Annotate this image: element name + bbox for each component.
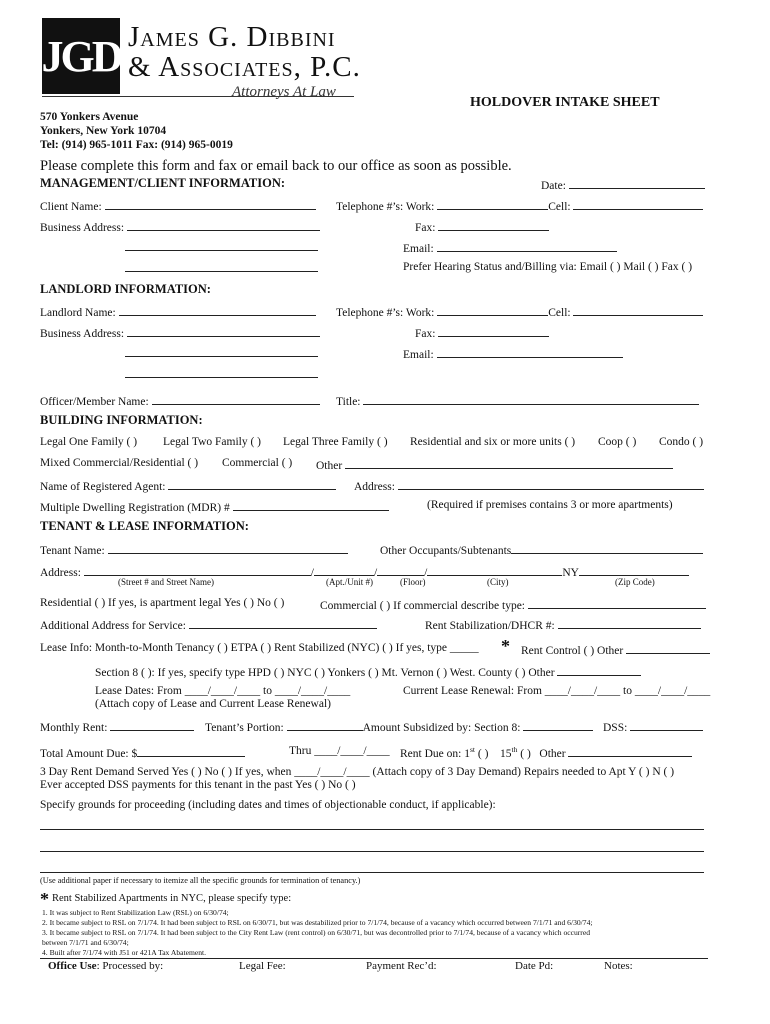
grounds-line-1[interactable] — [40, 829, 704, 830]
landlord-email-label: Email: — [403, 349, 434, 361]
building-heading: BUILDING INFORMATION: — [40, 413, 203, 427]
mgmt-business-address-field[interactable] — [40, 219, 320, 234]
rent-due-st: st — [469, 745, 476, 755]
landlord-email-field[interactable] — [403, 346, 623, 361]
prefer-hearing-status[interactable]: Prefer Hearing Status and/Billing via: Email ( ) Mail ( ) Fax ( ) — [403, 261, 693, 273]
section8-label: Section 8 ( ): If yes, specify type HPD ( ) NYC ( ) Yonkers ( ) Mt. Vernon ( ) West. County ( ) Other — [95, 667, 555, 679]
agent-address-field[interactable] — [354, 478, 704, 493]
building-type-commercial[interactable]: Commercial ( ) — [222, 457, 293, 469]
rent-due-field[interactable]: Rent Due on: 1st ( ) 15th ( ) Other — [400, 745, 692, 760]
office-use-row — [48, 960, 163, 972]
commercial-type-label: Commercial ( ) If commercial describe type: — [320, 600, 525, 612]
landlord-heading: LANDLORD INFORMATION: — [40, 282, 211, 296]
dhcr-label: Rent Stabilization/DHCR #: — [425, 620, 555, 632]
officer-name-field[interactable] — [40, 393, 320, 408]
officer-name-label: Officer/Member Name: — [40, 396, 149, 408]
legal-fee-label: Legal Fee: — [239, 960, 286, 972]
building-type-condo[interactable]: Condo ( ) — [659, 436, 704, 448]
dss-field[interactable] — [603, 719, 703, 734]
commercial-type-field[interactable] — [320, 597, 706, 612]
thru-date[interactable]: Thru ____/____/____ — [289, 745, 390, 757]
notes-label: Notes: — [604, 960, 633, 972]
landlord-business-address-field[interactable] — [40, 325, 320, 340]
management-heading: MANAGEMENT/CLIENT INFORMATION: — [40, 176, 286, 190]
tenant-name-field[interactable] — [40, 542, 348, 557]
sub-zip: (Zip Code) — [615, 577, 655, 587]
footnote-item-2: 2. It became subject to RSL on 7/1/74. It had been subject to RSL on 6/30/71, but was destabilized prior to 7/1/74, because of a vacancy which occurred between 7/1/71 and 6/30/74; — [42, 918, 593, 927]
firm-name-line1: James G. Dibbini — [128, 21, 336, 53]
grounds-label: Specify grounds for proceeding (including dates and times of objectionable conduct, if applicable): — [40, 799, 496, 811]
grounds-line-3[interactable] — [40, 872, 704, 873]
rent-due-15: 15 — [499, 748, 512, 760]
additional-address-field[interactable] — [40, 617, 377, 632]
additional-paper-note: (Use additional paper if necessary to itemize all the specific grounds for termination of tenancy.) — [40, 876, 361, 885]
page-title: HOLDOVER INTAKE SHEET — [470, 95, 660, 110]
attach-lease-note: (Attach copy of Lease and Current Lease Renewal) — [95, 698, 331, 710]
current-lease-renewal[interactable]: Current Lease Renewal: From ____/____/____ to ____/____/____ — [403, 685, 711, 697]
mdr-field[interactable] — [40, 499, 389, 514]
landlord-fax-label: Fax: — [415, 328, 436, 340]
officer-title-field[interactable] — [336, 393, 699, 408]
footnote-item-3b: between 7/1/71 and 6/30/74; — [42, 938, 129, 947]
payment-received-label: Payment Rec’d: — [366, 960, 437, 972]
tenant-address-label: Address: — [40, 567, 81, 579]
date-field[interactable] — [541, 177, 705, 192]
footnote-heading: Rent Stabilized Apartments in NYC, please specify type: — [52, 893, 292, 904]
building-type-two-family[interactable]: Legal Two Family ( ) — [163, 436, 261, 448]
mgmt-telephone-label: Telephone #’s: Work: — [336, 201, 435, 213]
mgmt-email-field[interactable] — [403, 240, 617, 255]
rent-control-label: Rent Control ( ) Other — [521, 645, 624, 657]
landlord-address-line3[interactable] — [125, 377, 318, 378]
date-paid-label: Date Pd: — [515, 960, 554, 972]
three-day-demand[interactable]: 3 Day Rent Demand Served Yes ( ) No ( ) If yes, when ____/____/____ (Attach copy of 3 Day Demand) Repairs needed to Apt Y ( ) N ( ) — [40, 766, 675, 778]
landlord-telephone-label: Telephone #’s: Work: — [336, 307, 435, 319]
mgmt-telephone-field[interactable] — [336, 198, 703, 213]
tenant-address-field[interactable]: Address: / / / NY — [40, 564, 689, 579]
footnote-star-marker: * — [501, 636, 510, 656]
sub-city: (City) — [487, 577, 509, 587]
landlord-telephone-field[interactable] — [336, 304, 703, 319]
sub-street: (Street # and Street Name) — [118, 577, 214, 587]
firm-name-line2: & Associates, P.C. — [128, 51, 361, 83]
other-occupants-field[interactable] — [380, 542, 703, 557]
firm-phone-fax: Tel: (914) 965-1011 Fax: (914) 965-0019 — [40, 139, 233, 151]
landlord-business-address-label: Business Address: — [40, 328, 125, 340]
dss-label: DSS: — [603, 722, 628, 734]
processed-by-label: : Processed by: — [96, 960, 164, 972]
mgmt-email-label: Email: — [403, 243, 434, 255]
subsidized-label: Amount Subsidized by: Section 8: — [362, 722, 521, 734]
total-due-field[interactable] — [40, 745, 245, 760]
lease-dates[interactable]: Lease Dates: From ____/____/____ to ____/____/____ — [95, 685, 351, 697]
monthly-rent-field[interactable] — [40, 719, 194, 734]
footnote-item-3: 3. It became subject to RSL on 7/1/74. It had been subject to the City Rent Law (rent control) on 6/30/71, but was decontrolled prior to 7/1/74, because of a vacancy which occurred — [42, 928, 591, 937]
total-due-label: Total Amount Due: $ — [40, 748, 138, 760]
client-name-field[interactable] — [40, 198, 316, 213]
tenant-name-label: Tenant Name: — [40, 545, 105, 557]
rent-due-label: Rent Due on: 1 — [400, 748, 470, 760]
office-use-divider — [40, 958, 708, 959]
additional-address-label: Additional Address for Service: — [40, 620, 186, 632]
building-type-coop[interactable]: Coop ( ) — [598, 436, 637, 448]
residential-legal[interactable]: Residential ( ) If yes, is apartment legal Yes ( ) No ( ) — [40, 597, 285, 609]
registered-agent-field[interactable] — [40, 478, 336, 493]
footnote-star: * — [40, 889, 49, 909]
mdr-label: Multiple Dwelling Registration (MDR) # — [40, 502, 230, 514]
sub-apt: (Apt./Unit #) — [326, 577, 373, 587]
landlord-name-label: Landlord Name: — [40, 307, 116, 319]
landlord-name-field[interactable] — [40, 304, 316, 319]
building-type-three-family[interactable]: Legal Three Family ( ) — [283, 436, 388, 448]
sub-floor: (Floor) — [400, 577, 426, 587]
landlord-cell-label: Cell: — [548, 307, 571, 319]
rent-control-field[interactable] — [521, 642, 710, 657]
tenant-heading: TENANT & LEASE INFORMATION: — [40, 519, 249, 533]
officer-title-label: Title: — [336, 396, 361, 408]
mgmt-cell-label: Cell: — [548, 201, 571, 213]
footnote-item-4: 4. Built after 7/1/74 with J51 or 421A Tax Abatement. — [42, 948, 207, 957]
dss-payments[interactable]: Ever accepted DSS payments for this tenant in the past Yes ( ) No ( ) — [40, 779, 356, 791]
tenant-portion-label: Tenant’s Portion: — [205, 722, 284, 734]
landlord-address-line2[interactable] — [125, 356, 318, 357]
rent-due-other-label: Other — [539, 748, 566, 760]
landlord-fax-field[interactable] — [415, 325, 549, 340]
rent-due-th: th — [511, 745, 518, 755]
firm-tagline: Attorneys At Law — [232, 84, 336, 100]
mdr-note: (Required if premises contains 3 or more apartments) — [427, 499, 673, 511]
mgmt-address-line2[interactable] — [125, 250, 318, 251]
lease-info[interactable]: Lease Info: Month-to-Month Tenancy ( ) ETPA ( ) Rent Stabilized (NYC) ( ) If yes, type _____ — [40, 642, 479, 654]
other-occupants-label: Other Occupants/Subtenants — [380, 545, 512, 557]
mgmt-fax-label: Fax: — [415, 222, 436, 234]
office-use-label: Office Use — [48, 960, 97, 972]
building-type-other-label: Other — [316, 460, 343, 472]
mgmt-fax-field[interactable] — [415, 219, 549, 234]
building-type-mixed[interactable]: Mixed Commercial/Residential ( ) — [40, 457, 199, 469]
tenant-address-ny: NY — [562, 567, 579, 579]
mgmt-address-line3[interactable] — [125, 271, 318, 272]
client-name-label: Client Name: — [40, 201, 102, 213]
agent-address-label: Address: — [354, 481, 395, 493]
grounds-line-2[interactable] — [40, 851, 704, 852]
tenant-portion-field[interactable] — [205, 719, 593, 734]
mgmt-business-address-label: Business Address: — [40, 222, 125, 234]
building-type-other-field[interactable] — [316, 457, 673, 472]
firm-logo-mark: JGD — [42, 18, 120, 94]
firm-name — [128, 22, 361, 82]
monthly-rent-label: Monthly Rent: — [40, 722, 108, 734]
building-type-one-family[interactable]: Legal One Family ( ) — [40, 436, 138, 448]
firm-address1: 570 Yonkers Avenue — [40, 111, 139, 123]
firm-address2: Yonkers, New York 10704 — [40, 125, 167, 137]
dhcr-field[interactable] — [425, 617, 701, 632]
registered-agent-label: Name of Registered Agent: — [40, 481, 166, 493]
section8-field[interactable] — [95, 664, 641, 679]
building-type-six-plus[interactable]: Residential and six or more units ( ) — [410, 436, 576, 448]
footnote-item-1: 1. It was subject to Rent Stabilization Law (RSL) on 6/30/74; — [42, 908, 229, 917]
instructions: Please complete this form and fax or email back to our office as soon as possible. — [40, 158, 512, 174]
date-label: Date: — [541, 180, 566, 192]
